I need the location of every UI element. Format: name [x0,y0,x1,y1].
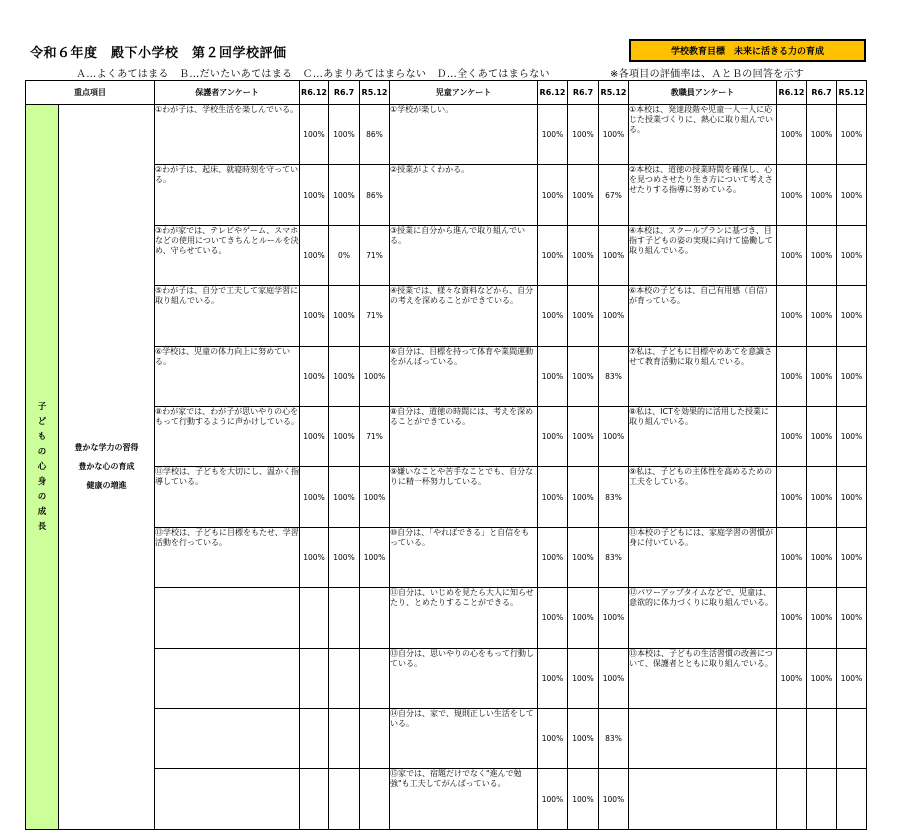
child-rate: 100% [538,286,568,346]
header-child: 児童アンケート [390,81,538,105]
teacher-question: ①本校は、発達段階や児童一人一人に応じた授業づくりに、熱心に取り組んでいる。 [629,105,777,165]
parent-rate [329,769,360,830]
child-rate: 100% [599,588,629,648]
parent-rate [360,769,390,830]
child-rate: 100% [568,407,599,467]
child-rate: 100% [538,769,568,830]
teacher-rate [837,769,867,830]
parent-rate: 100% [300,407,329,467]
rating-note: ※各項目の評価率は、ＡとＢの回答を示す [610,69,805,80]
child-question: ⑮家では、宿題だけでなく"進んで勉強"も工夫してがんばっている。 [390,769,538,830]
page-title: 令和６年度 殿下小学校 第２回学校評価 [30,46,287,61]
child-rate: 83% [599,467,629,527]
teacher-rate: 100% [807,165,837,225]
parent-rate: 86% [360,165,390,225]
child-rate: 100% [538,407,568,467]
teacher-question [629,769,777,830]
child-rate: 100% [599,407,629,467]
header-child-r5-12: R5.12 [599,81,629,105]
teacher-rate: 100% [777,527,807,587]
child-rate: 100% [599,286,629,346]
child-rate: 100% [568,286,599,346]
parent-rate: 71% [360,407,390,467]
parent-rate: 100% [300,165,329,225]
parent-rate: 100% [360,527,390,587]
focus-items-cell [59,105,155,830]
parent-rate [360,588,390,648]
parent-rate: 100% [300,105,329,165]
parent-rate: 71% [360,286,390,346]
teacher-rate: 100% [777,346,807,406]
teacher-rate: 100% [837,467,867,527]
teacher-rate: 100% [807,527,837,587]
child-rate: 100% [538,709,568,769]
header-focus: 重点項目 [26,81,155,105]
evaluation-table [25,80,867,830]
child-rate: 100% [599,769,629,830]
parent-rate: 100% [329,467,360,527]
parent-rate [300,709,329,769]
table-row [26,105,867,165]
category-label: 子どもの心身の成長 [37,401,47,532]
teacher-question: ⑧私は、ICTを効果的に活用した授業に取り組んでいる。 [629,407,777,467]
teacher-question [629,709,777,769]
header-parent-r6-12: R6.12 [300,81,329,105]
parent-question: ⑧わが家では、わが子が思いやりの心をもって行動するように声かけしている。 [155,407,300,467]
parent-rate: 100% [329,527,360,587]
teacher-rate [777,769,807,830]
child-rate: 100% [568,769,599,830]
child-question: ⑨嫌いなことや苦手なことでも、自分なりに精一杯努力している。 [390,467,538,527]
child-rate: 100% [568,648,599,708]
teacher-rate [807,709,837,769]
teacher-rate: 100% [777,286,807,346]
child-question: ②授業がよくわかる。 [390,165,538,225]
teacher-question: ②本校は、道徳の授業時間を確保し、心を見つめさせたり生き方について考えさせたりする指導に努めている。 [629,165,777,225]
teacher-rate [807,769,837,830]
child-question: ⑪自分は、いじめを見たら大人に知らせたり、とめたりすることができる。 [390,588,538,648]
teacher-rate: 100% [807,346,837,406]
teacher-rate: 100% [777,105,807,165]
parent-rate: 100% [329,286,360,346]
parent-rate [300,648,329,708]
teacher-rate: 100% [807,225,837,285]
child-question: ⑭自分は、家で、規則正しい生活をしている。 [390,709,538,769]
child-rate: 100% [568,709,599,769]
child-question: ⑥自分は、目標を持って体育や業間運動をがんばっている。 [390,346,538,406]
child-question: ④授業では、様々な資料などから、自分の考えを深めることができている。 [390,286,538,346]
child-rate: 100% [538,527,568,587]
teacher-rate: 100% [837,105,867,165]
teacher-rate: 100% [807,407,837,467]
header-teacher-r6-12: R6.12 [777,81,807,105]
parent-rate: 71% [360,225,390,285]
child-rate: 100% [538,467,568,527]
header-row [26,81,867,105]
focus-item: 豊かな心の育成 [78,462,135,471]
child-question: ⑧自分は、道徳の時間には、考えを深めることができている。 [390,407,538,467]
parent-question [155,709,300,769]
parent-question: ⑬学校は、子どもに目標をもたせ、学習活動を行っている。 [155,527,300,587]
child-rate: 100% [538,225,568,285]
teacher-rate: 100% [837,286,867,346]
teacher-rate: 100% [777,648,807,708]
parent-rate: 100% [329,165,360,225]
parent-question [155,769,300,830]
child-question: ⑩自分は、「やればできる」と自信をもっている。 [390,527,538,587]
child-rate: 100% [538,588,568,648]
child-question: ①学校が楽しい。 [390,105,538,165]
child-rate: 100% [568,225,599,285]
child-rate: 100% [599,225,629,285]
teacher-rate: 100% [807,588,837,648]
teacher-rate [777,709,807,769]
parent-rate [329,709,360,769]
child-rate: 83% [599,709,629,769]
rating-legend: Ａ…よくあてはまる Ｂ…だいたいあてはまる Ｃ…あまりあてはまらない Ｄ…全くあてはまらない [76,69,550,80]
teacher-rate [837,709,867,769]
parent-question [155,648,300,708]
teacher-rate: 100% [837,527,867,587]
child-rate: 83% [599,527,629,587]
header-parent: 保護者アンケート [155,81,300,105]
header-child-r6-7: R6.7 [568,81,599,105]
child-rate: 100% [599,648,629,708]
teacher-question: ⑦私は、子どもに目標やめあてを意識させて教育活動に取り組んでいる。 [629,346,777,406]
parent-rate: 100% [329,407,360,467]
parent-rate: 100% [300,527,329,587]
child-rate: 100% [599,105,629,165]
parent-rate: 100% [360,467,390,527]
parent-rate: 100% [300,346,329,406]
child-rate: 100% [568,588,599,648]
teacher-rate: 100% [807,105,837,165]
header-teacher: 教職員アンケート [629,81,777,105]
parent-rate: 100% [329,346,360,406]
teacher-rate: 100% [777,165,807,225]
parent-rate: 0% [329,225,360,285]
parent-rate [360,648,390,708]
parent-rate: 100% [300,225,329,285]
table-body [26,105,867,830]
teacher-question: ⑫パワーアップタイムなどで、児童は、意欲的に体力づくりに取り組んでいる。 [629,588,777,648]
parent-rate [360,709,390,769]
parent-question: ⑪学校は、子どもを大切にし、温かく指導している。 [155,467,300,527]
teacher-rate: 100% [837,165,867,225]
school-goal-box: 学校教育目標 未来に活きる力の育成 [629,39,866,62]
teacher-rate: 100% [777,225,807,285]
teacher-rate: 100% [837,648,867,708]
teacher-rate: 100% [777,467,807,527]
child-rate: 100% [538,165,568,225]
teacher-rate: 100% [807,648,837,708]
child-rate: 100% [538,346,568,406]
teacher-question: ④本校は、スクールプランに基づき、目指す子どもの姿の実現に向けて協働して取り組んでいる。 [629,225,777,285]
child-rate: 100% [568,346,599,406]
parent-rate [300,588,329,648]
header-child-r6-12: R6.12 [538,81,568,105]
teacher-rate: 100% [837,225,867,285]
parent-rate [300,769,329,830]
parent-question: ⑥学校は、児童の体力向上に努めている。 [155,346,300,406]
parent-question: ①わが子は、学校生活を楽しんでいる。 [155,105,300,165]
parent-question: ②わが子は、起床、就寝時刻を守っている。 [155,165,300,225]
header-teacher-r6-7: R6.7 [807,81,837,105]
child-rate: 100% [568,105,599,165]
parent-rate: 100% [300,467,329,527]
child-question: ③授業に自分から進んで取り組んでいる。 [390,225,538,285]
parent-rate: 100% [300,286,329,346]
teacher-rate: 100% [837,588,867,648]
child-rate: 100% [568,527,599,587]
teacher-rate: 100% [837,346,867,406]
teacher-question: ⑬本校は、子どもの生活習慣の改善について、保護者とともに取り組んでいる。 [629,648,777,708]
focus-item: 健康の増進 [86,481,127,490]
parent-question: ⑤わが子は、自分で工夫して家庭学習に取り組んでいる。 [155,286,300,346]
header-parent-r6-7: R6.7 [329,81,360,105]
parent-rate: 100% [329,105,360,165]
teacher-rate: 100% [807,467,837,527]
child-rate: 100% [568,165,599,225]
parent-rate [329,648,360,708]
parent-rate: 86% [360,105,390,165]
parent-rate: 100% [360,346,390,406]
teacher-question: ⑥本校の子どもは、自己有用感（自信）が育っている。 [629,286,777,346]
teacher-rate: 100% [807,286,837,346]
focus-item: 豊かな学力の習得 [74,443,139,452]
child-question: ⑬自分は、思いやりの心をもって行動している。 [390,648,538,708]
teacher-rate: 100% [777,588,807,648]
category-cell [26,105,59,830]
teacher-question: ⑨私は、子どもの主体性を高めるための工夫をしている。 [629,467,777,527]
child-rate: 100% [538,648,568,708]
header-teacher-r5-12: R5.12 [837,81,867,105]
child-rate: 67% [599,165,629,225]
teacher-question: ⑪本校の子どもには、家庭学習の習慣が身に付いている。 [629,527,777,587]
header-parent-r5-12: R5.12 [360,81,390,105]
parent-rate [329,588,360,648]
child-rate: 100% [538,105,568,165]
parent-question: ③わが家では、テレビやゲーム、スマホなどの使用についてきちんとルールを決め、守らせている。 [155,225,300,285]
child-rate: 100% [568,467,599,527]
child-rate: 83% [599,346,629,406]
parent-question [155,588,300,648]
teacher-rate: 100% [837,407,867,467]
teacher-rate: 100% [777,407,807,467]
